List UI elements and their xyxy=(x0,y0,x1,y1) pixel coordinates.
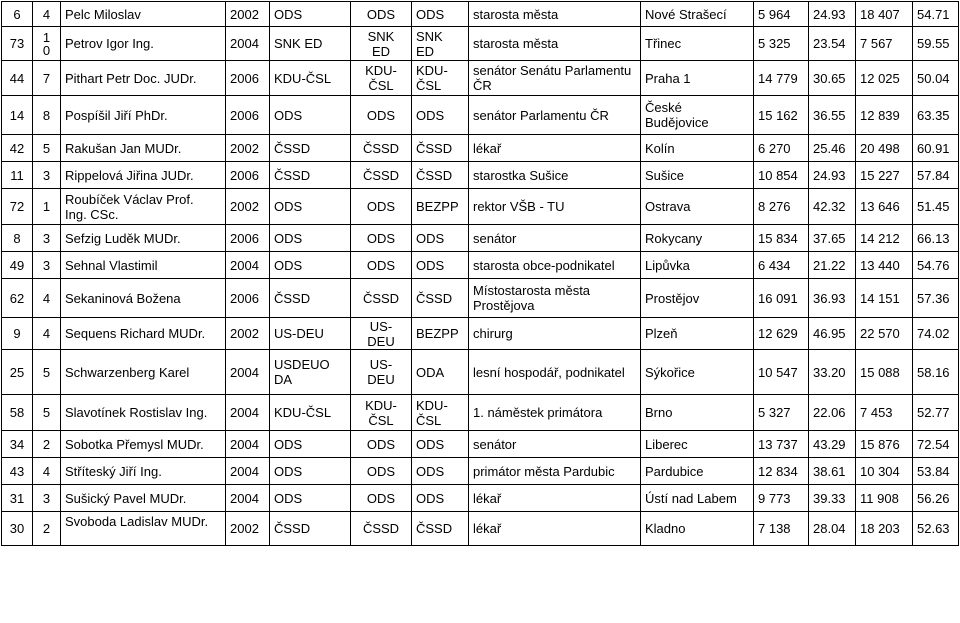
percent2-cell: 63.35 xyxy=(913,96,959,135)
votes-cell: 14 779 xyxy=(754,61,809,96)
order-cell: 5 xyxy=(33,350,61,395)
percent2-cell: 58.16 xyxy=(913,350,959,395)
place-cell: Plzeň xyxy=(641,318,754,350)
party1-cell: ODS xyxy=(270,431,351,458)
rank-cell: 25 xyxy=(2,350,33,395)
party3-cell: ODS xyxy=(412,485,469,512)
party2-cell: ODS xyxy=(351,189,412,225)
percent2-cell: 51.45 xyxy=(913,189,959,225)
year-cell: 2004 xyxy=(226,27,270,61)
year-cell: 2006 xyxy=(226,61,270,96)
percent2-cell: 53.84 xyxy=(913,458,959,485)
place-cell: Ostrava xyxy=(641,189,754,225)
party3-cell: ČSSD xyxy=(412,135,469,162)
party3-cell: KDU- ČSL xyxy=(412,395,469,431)
party1-cell: ČSSD xyxy=(270,135,351,162)
year-cell: 2006 xyxy=(226,162,270,189)
rank-cell: 73 xyxy=(2,27,33,61)
place-cell: Lipůvka xyxy=(641,252,754,279)
party3-cell: ODS xyxy=(412,458,469,485)
year-cell: 2006 xyxy=(226,96,270,135)
year-cell: 2002 xyxy=(226,318,270,350)
rank-cell: 31 xyxy=(2,485,33,512)
party1-cell: US-DEU xyxy=(270,318,351,350)
place-cell: Praha 1 xyxy=(641,61,754,96)
percent1-cell: 36.55 xyxy=(809,96,856,135)
position-cell: senátor xyxy=(469,225,641,252)
votes-cell: 10 854 xyxy=(754,162,809,189)
party2-cell: ODS xyxy=(351,96,412,135)
table-row xyxy=(2,189,959,225)
votes2-cell: 7 567 xyxy=(856,27,913,61)
year-cell: 2004 xyxy=(226,350,270,395)
percent1-cell: 37.65 xyxy=(809,225,856,252)
party2-cell: ODS xyxy=(351,2,412,27)
party1-cell: ODS xyxy=(270,252,351,279)
percent2-cell: 74.02 xyxy=(913,318,959,350)
position-cell: starosta města xyxy=(469,2,641,27)
position-cell: primátor města Pardubic xyxy=(469,458,641,485)
party1-cell: ODS xyxy=(270,485,351,512)
rank-cell: 43 xyxy=(2,458,33,485)
party2-cell: ČSSD xyxy=(351,162,412,189)
party1-cell: ODS xyxy=(270,225,351,252)
table-row xyxy=(2,135,959,162)
name-cell: Sobotka Přemysl MUDr. xyxy=(61,431,226,458)
votes-cell: 8 276 xyxy=(754,189,809,225)
party1-cell: ODS xyxy=(270,189,351,225)
party2-cell: ČSSD xyxy=(351,512,412,546)
order-cell: 3 xyxy=(33,252,61,279)
party2-cell: US- DEU xyxy=(351,350,412,395)
position-cell: rektor VŠB - TU xyxy=(469,189,641,225)
votes2-cell: 13 440 xyxy=(856,252,913,279)
position-cell: lékař xyxy=(469,135,641,162)
percent2-cell: 52.63 xyxy=(913,512,959,546)
position-cell: Místostarosta města Prostějova xyxy=(469,279,641,318)
percent1-cell: 38.61 xyxy=(809,458,856,485)
order-cell: 3 xyxy=(33,225,61,252)
percent1-cell: 21.22 xyxy=(809,252,856,279)
place-cell: Sušice xyxy=(641,162,754,189)
position-cell: senátor xyxy=(469,431,641,458)
table-row xyxy=(2,512,959,546)
party2-cell: ODS xyxy=(351,485,412,512)
party2-cell: US- DEU xyxy=(351,318,412,350)
order-cell: 7 xyxy=(33,61,61,96)
party3-cell: ČSSD xyxy=(412,279,469,318)
party3-cell: ODS xyxy=(412,225,469,252)
percent2-cell: 57.36 xyxy=(913,279,959,318)
table-row xyxy=(2,61,959,96)
table-row xyxy=(2,458,959,485)
votes-cell: 7 138 xyxy=(754,512,809,546)
table-row xyxy=(2,431,959,458)
year-cell: 2004 xyxy=(226,458,270,485)
place-cell: Brno xyxy=(641,395,754,431)
table-row xyxy=(2,2,959,27)
name-cell: Pithart Petr Doc. JUDr. xyxy=(61,61,226,96)
place-cell: Ústí nad Labem xyxy=(641,485,754,512)
party2-cell: KDU- ČSL xyxy=(351,395,412,431)
votes2-cell: 22 570 xyxy=(856,318,913,350)
percent1-cell: 23.54 xyxy=(809,27,856,61)
rank-cell: 14 xyxy=(2,96,33,135)
percent2-cell: 54.71 xyxy=(913,2,959,27)
order-cell: 1 xyxy=(33,189,61,225)
name-cell: Sequens Richard MUDr. xyxy=(61,318,226,350)
party3-cell: BEZPP xyxy=(412,318,469,350)
party3-cell: ODS xyxy=(412,96,469,135)
order-cell: 5 xyxy=(33,135,61,162)
name-cell: Slavotínek Rostislav Ing. xyxy=(61,395,226,431)
order-cell: 8 xyxy=(33,96,61,135)
percent2-cell: 50.04 xyxy=(913,61,959,96)
party3-cell: ODS xyxy=(412,252,469,279)
percent2-cell: 54.76 xyxy=(913,252,959,279)
votes-cell: 10 547 xyxy=(754,350,809,395)
votes2-cell: 15 227 xyxy=(856,162,913,189)
order-cell: 2 xyxy=(33,512,61,546)
name-cell: Petrov Igor Ing. xyxy=(61,27,226,61)
percent1-cell: 36.93 xyxy=(809,279,856,318)
party2-cell: ODS xyxy=(351,458,412,485)
votes2-cell: 12 025 xyxy=(856,61,913,96)
table-row xyxy=(2,96,959,135)
name-cell: Sefzig Luděk MUDr. xyxy=(61,225,226,252)
year-cell: 2002 xyxy=(226,512,270,546)
party1-cell: KDU-ČSL xyxy=(270,61,351,96)
party1-cell: ČSSD xyxy=(270,162,351,189)
percent1-cell: 33.20 xyxy=(809,350,856,395)
place-cell: Kladno xyxy=(641,512,754,546)
year-cell: 2006 xyxy=(226,279,270,318)
votes-cell: 6 270 xyxy=(754,135,809,162)
party1-cell: ODS xyxy=(270,458,351,485)
percent1-cell: 24.93 xyxy=(809,162,856,189)
party3-cell: SNK ED xyxy=(412,27,469,61)
rank-cell: 44 xyxy=(2,61,33,96)
votes2-cell: 13 646 xyxy=(856,189,913,225)
percent2-cell: 57.84 xyxy=(913,162,959,189)
party2-cell: SNK ED xyxy=(351,27,412,61)
party2-cell: ODS xyxy=(351,225,412,252)
table-row xyxy=(2,485,959,512)
votes2-cell: 11 908 xyxy=(856,485,913,512)
votes-cell: 6 434 xyxy=(754,252,809,279)
order-cell: 3 xyxy=(33,162,61,189)
votes-cell: 13 737 xyxy=(754,431,809,458)
year-cell: 2002 xyxy=(226,135,270,162)
position-cell: chirurg xyxy=(469,318,641,350)
percent1-cell: 28.04 xyxy=(809,512,856,546)
party1-cell: ČSSD xyxy=(270,279,351,318)
percent1-cell: 25.46 xyxy=(809,135,856,162)
votes2-cell: 15 088 xyxy=(856,350,913,395)
position-cell: starosta města xyxy=(469,27,641,61)
votes-cell: 16 091 xyxy=(754,279,809,318)
place-cell: Liberec xyxy=(641,431,754,458)
table-row xyxy=(2,252,959,279)
percent1-cell: 43.29 xyxy=(809,431,856,458)
percent1-cell: 24.93 xyxy=(809,2,856,27)
position-cell: senátor Parlamentu ČR xyxy=(469,96,641,135)
place-cell: Kolín xyxy=(641,135,754,162)
votes-cell: 9 773 xyxy=(754,485,809,512)
votes2-cell: 12 839 xyxy=(856,96,913,135)
party3-cell: ODS xyxy=(412,2,469,27)
votes2-cell: 14 212 xyxy=(856,225,913,252)
name-cell: Sekaninová Božena xyxy=(61,279,226,318)
position-cell: lékař xyxy=(469,512,641,546)
place-cell: Pardubice xyxy=(641,458,754,485)
rank-cell: 42 xyxy=(2,135,33,162)
order-cell: 1 0 xyxy=(33,27,61,61)
name-cell: Sušický Pavel MUDr. xyxy=(61,485,226,512)
percent2-cell: 66.13 xyxy=(913,225,959,252)
votes2-cell: 7 453 xyxy=(856,395,913,431)
percent2-cell: 59.55 xyxy=(913,27,959,61)
name-cell: Stříteský Jiří Ing. xyxy=(61,458,226,485)
rank-cell: 9 xyxy=(2,318,33,350)
party1-cell: USDEUO DA xyxy=(270,350,351,395)
votes-cell: 5 327 xyxy=(754,395,809,431)
percent2-cell: 72.54 xyxy=(913,431,959,458)
votes2-cell: 18 203 xyxy=(856,512,913,546)
table-row xyxy=(2,162,959,189)
table-row xyxy=(2,27,959,61)
order-cell: 3 xyxy=(33,485,61,512)
order-cell: 2 xyxy=(33,431,61,458)
percent2-cell: 60.91 xyxy=(913,135,959,162)
year-cell: 2002 xyxy=(226,2,270,27)
name-cell: Svoboda Ladislav MUDr. xyxy=(61,512,226,546)
rank-cell: 58 xyxy=(2,395,33,431)
name-cell: Rakušan Jan MUDr. xyxy=(61,135,226,162)
votes2-cell: 18 407 xyxy=(856,2,913,27)
table-row xyxy=(2,279,959,318)
place-cell: Rokycany xyxy=(641,225,754,252)
percent1-cell: 30.65 xyxy=(809,61,856,96)
party3-cell: ČSSD xyxy=(412,512,469,546)
rank-cell: 11 xyxy=(2,162,33,189)
votes-cell: 15 834 xyxy=(754,225,809,252)
position-cell: lesní hospodář, podnikatel xyxy=(469,350,641,395)
votes2-cell: 14 151 xyxy=(856,279,913,318)
percent2-cell: 56.26 xyxy=(913,485,959,512)
party3-cell: ČSSD xyxy=(412,162,469,189)
place-cell: České Budějovice xyxy=(641,96,754,135)
party2-cell: ODS xyxy=(351,431,412,458)
position-cell: starostka Sušice xyxy=(469,162,641,189)
party1-cell: SNK ED xyxy=(270,27,351,61)
party1-cell: ODS xyxy=(270,2,351,27)
name-cell: Sehnal Vlastimil xyxy=(61,252,226,279)
table-row xyxy=(2,225,959,252)
percent1-cell: 42.32 xyxy=(809,189,856,225)
party3-cell: ODA xyxy=(412,350,469,395)
party2-cell: ODS xyxy=(351,252,412,279)
position-cell: 1. náměstek primátora xyxy=(469,395,641,431)
position-cell: senátor Senátu Parlamentu ČR xyxy=(469,61,641,96)
rank-cell: 49 xyxy=(2,252,33,279)
table-body xyxy=(2,2,959,546)
votes-cell: 5 325 xyxy=(754,27,809,61)
name-cell: Rippelová Jiřina JUDr. xyxy=(61,162,226,189)
year-cell: 2002 xyxy=(226,189,270,225)
party2-cell: KDU- ČSL xyxy=(351,61,412,96)
order-cell: 5 xyxy=(33,395,61,431)
table-row xyxy=(2,395,959,431)
rank-cell: 8 xyxy=(2,225,33,252)
votes-cell: 12 834 xyxy=(754,458,809,485)
percent1-cell: 46.95 xyxy=(809,318,856,350)
party2-cell: ČSSD xyxy=(351,135,412,162)
place-cell: Prostějov xyxy=(641,279,754,318)
candidates-table xyxy=(1,1,959,546)
votes2-cell: 20 498 xyxy=(856,135,913,162)
party2-cell: ČSSD xyxy=(351,279,412,318)
year-cell: 2004 xyxy=(226,485,270,512)
order-cell: 4 xyxy=(33,458,61,485)
party3-cell: ODS xyxy=(412,431,469,458)
party1-cell: ČSSD xyxy=(270,512,351,546)
rank-cell: 6 xyxy=(2,2,33,27)
name-cell: Schwarzenberg Karel xyxy=(61,350,226,395)
order-cell: 4 xyxy=(33,318,61,350)
order-cell: 4 xyxy=(33,279,61,318)
name-cell: Pospíšil Jiří PhDr. xyxy=(61,96,226,135)
name-cell: Roubíček Václav Prof. Ing. CSc. xyxy=(61,189,226,225)
table-row xyxy=(2,350,959,395)
percent1-cell: 22.06 xyxy=(809,395,856,431)
votes-cell: 12 629 xyxy=(754,318,809,350)
party1-cell: KDU-ČSL xyxy=(270,395,351,431)
year-cell: 2004 xyxy=(226,395,270,431)
votes2-cell: 10 304 xyxy=(856,458,913,485)
rank-cell: 34 xyxy=(2,431,33,458)
year-cell: 2004 xyxy=(226,252,270,279)
name-cell: Pelc Miloslav xyxy=(61,2,226,27)
percent1-cell: 39.33 xyxy=(809,485,856,512)
order-cell: 4 xyxy=(33,2,61,27)
table-row xyxy=(2,318,959,350)
position-cell: lékař xyxy=(469,485,641,512)
place-cell: Nové Strašecí xyxy=(641,2,754,27)
votes-cell: 15 162 xyxy=(754,96,809,135)
rank-cell: 72 xyxy=(2,189,33,225)
place-cell: Třinec xyxy=(641,27,754,61)
votes-cell: 5 964 xyxy=(754,2,809,27)
party3-cell: BEZPP xyxy=(412,189,469,225)
rank-cell: 30 xyxy=(2,512,33,546)
percent2-cell: 52.77 xyxy=(913,395,959,431)
rank-cell: 62 xyxy=(2,279,33,318)
year-cell: 2006 xyxy=(226,225,270,252)
place-cell: Sýkořice xyxy=(641,350,754,395)
year-cell: 2004 xyxy=(226,431,270,458)
party1-cell: ODS xyxy=(270,96,351,135)
votes2-cell: 15 876 xyxy=(856,431,913,458)
party3-cell: KDU- ČSL xyxy=(412,61,469,96)
position-cell: starosta obce-podnikatel xyxy=(469,252,641,279)
